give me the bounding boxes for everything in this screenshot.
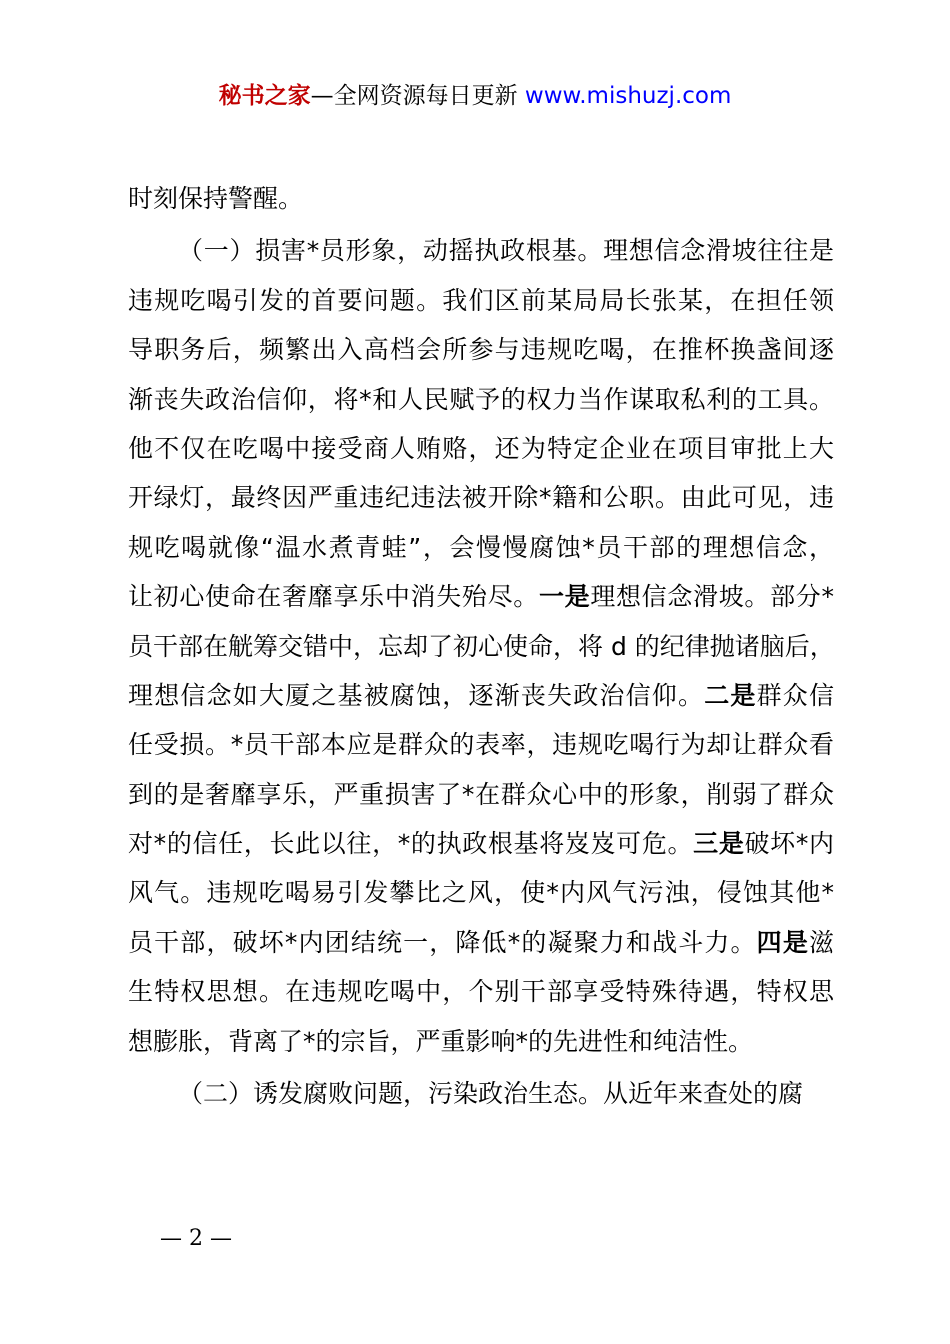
text-line-with-marker-2: 理想信念如大厦之基被腐蚀，逐渐丧失政治信仰。二是群众信 <box>128 680 834 710</box>
text-line: 时刻保持警醒。 <box>128 184 304 213</box>
text-line: 违规吃喝引发的首要问题。我们区前某局局长张某，在担任领 <box>128 285 834 315</box>
text-line-with-marker-1: 让初心使命在奢靡享乐中消失殆尽。一是理想信念滑坡。部分* <box>128 582 834 612</box>
text-line-with-marker-4: 员干部，破坏*内团结统一，降低*的凝聚力和战斗力。四是滋 <box>128 927 834 957</box>
marker-first: 一是 <box>538 582 591 612</box>
site-header <box>0 80 950 112</box>
brand-name: 秘书之家 <box>218 83 311 109</box>
site-url-link[interactable]: www.mishuzj.com <box>524 83 732 109</box>
text-line: 开绿灯，最终因严重违纪违法被开除*籍和公职。由此可见，违 <box>128 483 834 513</box>
text-line-with-marker-3: 对*的信任，长此以往，*的执政根基将岌岌可危。三是破坏*内 <box>128 829 834 859</box>
page-number: — 2 — <box>160 1226 232 1251</box>
text-line: 规吃喝就像“温水煮青蛙”，会慢慢腐蚀*员干部的理想信念， <box>128 532 834 562</box>
text-line: 生特权思想。在违规吃喝中，个别干部享受特殊待遇，特权思 <box>128 977 834 1007</box>
text-line: 到的是奢靡享乐，严重损害了*在群众心中的形象，削弱了群众 <box>128 779 834 809</box>
text-line: 导职务后，频繁出入高档会所参与违规吃喝，在推杯换盏间逐 <box>128 335 834 365</box>
text-line: 渐丧失政治信仰，将*和人民赋予的权力当作谋取私利的工具。 <box>128 384 834 414</box>
marker-second: 二是 <box>704 680 757 710</box>
paragraph-2-line: （二）诱发腐败问题，污染政治生态。从近年来查处的腐 <box>178 1079 804 1109</box>
marker-fourth: 四是 <box>756 927 809 957</box>
document-body <box>128 174 834 1118</box>
text-line: 想膨胀，背离了*的宗旨，严重影响*的先进性和纯洁性。 <box>128 1026 754 1056</box>
header-tagline: —全网资源每日更新 <box>310 83 518 109</box>
text-line: 风气。违规吃喝易引发攀比之风，使*内风气污浊，侵蚀其他* <box>128 878 834 908</box>
marker-third: 三是 <box>693 829 745 859</box>
text-line: 他不仅在吃喝中接受商人贿赂，还为特定企业在项目审批上大 <box>128 433 834 463</box>
text-line: 任受损。*员干部本应是群众的表率，违规吃喝行为却让群众看 <box>128 730 834 760</box>
text-line: 员干部在觥筹交错中，忘却了初心使命，将 d 的纪律抛诸脑后， <box>128 631 835 661</box>
paragraph-1-line: （一）损害*员形象，动摇执政根基。理想信念滑坡往往是 <box>178 236 834 266</box>
